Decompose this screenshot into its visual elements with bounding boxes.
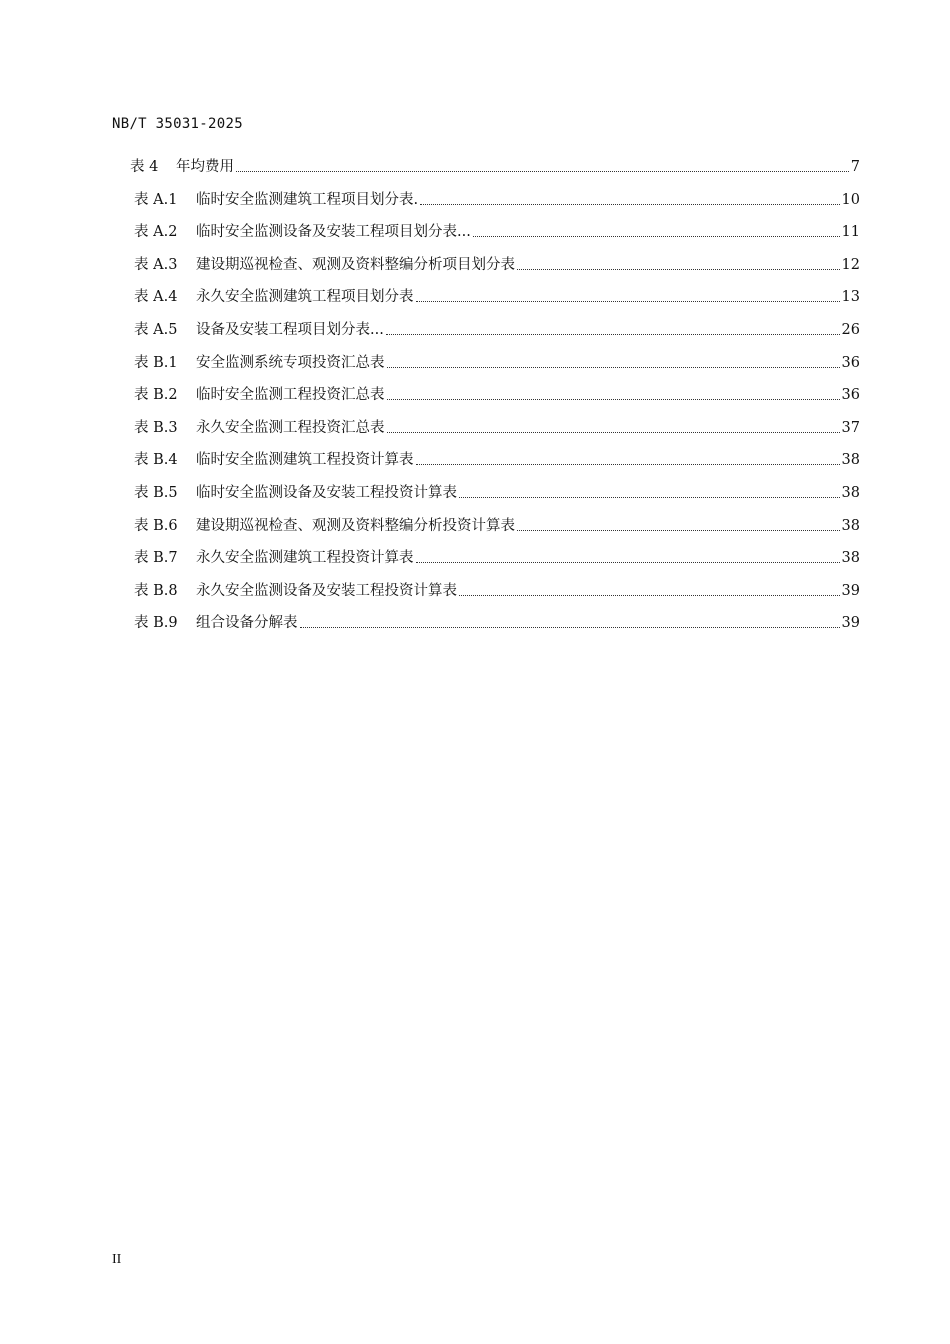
toc-dot-leader (300, 627, 840, 628)
toc-entry-label: 表 A.1 (134, 191, 178, 208)
toc-entry-title: 设备及安装工程项目划分表... (196, 322, 384, 338)
toc-entry-page: 38 (841, 550, 860, 567)
toc-entry-title: 安全监测系统专项投资汇总表 (196, 354, 385, 371)
toc-dot-leader (473, 236, 840, 237)
toc-entry-label: 表 B.8 (134, 582, 178, 599)
toc-entry-label: 表 B.3 (134, 419, 178, 436)
toc-entry[interactable] (134, 413, 860, 437)
toc-entry[interactable] (134, 478, 860, 502)
toc-entry-page: 11 (841, 224, 860, 241)
toc-entry-label: 表 B.1 (134, 354, 178, 371)
toc-entry-page: 38 (841, 452, 860, 469)
toc-entry-title: 年均费用 (176, 159, 234, 175)
toc-dot-leader (459, 595, 840, 596)
toc-entry[interactable] (134, 576, 860, 600)
toc-entry-label: 表 A.2 (134, 224, 178, 241)
toc-entry-title: 临时安全监测建筑工程项目划分表. (196, 191, 419, 208)
toc-entry[interactable] (134, 380, 860, 404)
toc-entry-page: 36 (841, 354, 860, 371)
page-number: II (112, 1252, 122, 1267)
toc-entry-page: 26 (841, 322, 860, 338)
toc-entry-page: 10 (841, 191, 860, 208)
toc-entry-title: 永久安全监测建筑工程项目划分表 (196, 289, 414, 306)
toc-entry-label: 表 A.3 (134, 256, 178, 273)
toc-entry-page: 37 (841, 419, 860, 436)
toc-entry-title: 临时安全监测工程投资汇总表 (196, 387, 385, 404)
toc-entry[interactable] (134, 315, 860, 339)
toc-entry[interactable] (134, 282, 860, 306)
toc-entry-title: 临时安全监测设备及安装工程项目划分表... (196, 224, 471, 241)
toc-entry[interactable] (134, 250, 860, 274)
toc-entry-label: 表 B.7 (134, 550, 178, 567)
toc-entry-title: 临时安全监测建筑工程投资计算表 (196, 452, 414, 469)
toc-entry-page: 38 (841, 485, 860, 501)
toc-dot-leader (517, 269, 840, 270)
toc-dot-leader (387, 367, 840, 368)
toc-entry-label: 表 B.4 (134, 452, 178, 469)
toc-entry-page: 39 (841, 615, 860, 632)
toc-dot-leader (387, 399, 840, 400)
toc-entry-title: 永久安全监测建筑工程投资计算表 (196, 550, 414, 567)
toc-entry-page: 7 (850, 159, 860, 175)
toc-dot-leader (416, 464, 840, 465)
toc-entry-page: 13 (841, 289, 860, 306)
toc-entry-page: 39 (841, 582, 860, 599)
toc-entry[interactable] (134, 348, 860, 372)
toc-entry[interactable] (134, 608, 860, 632)
toc-dot-leader (386, 334, 840, 335)
toc-entry[interactable] (134, 217, 860, 241)
document-code: NB/T 35031-2025 (112, 116, 243, 132)
toc-entry-page: 36 (841, 387, 860, 404)
toc-entry-label: 表 A.5 (134, 322, 178, 338)
toc-entry-title: 永久安全监测工程投资汇总表 (196, 419, 385, 436)
toc-entry[interactable] (134, 511, 860, 535)
toc-dot-leader (416, 301, 840, 302)
toc-dot-leader (459, 497, 840, 498)
toc-entry[interactable] (134, 543, 860, 567)
toc-entry-title: 组合设备分解表 (196, 615, 298, 632)
toc-entry-page: 12 (841, 256, 860, 273)
toc-entry-title: 永久安全监测设备及安装工程投资计算表 (196, 582, 457, 599)
toc-entry-label: 表 B.9 (134, 615, 178, 632)
toc-entry[interactable] (130, 152, 860, 176)
toc-entry[interactable] (134, 445, 860, 469)
toc-dot-leader (517, 530, 840, 531)
toc-entry-title: 临时安全监测设备及安装工程投资计算表 (196, 485, 457, 501)
toc-dot-leader (420, 204, 839, 205)
toc-dot-leader (236, 171, 849, 172)
toc-entry-title: 建设期巡视检查、观测及资料整编分析投资计算表 (196, 517, 515, 534)
toc-entry[interactable] (134, 185, 860, 209)
toc-entry-label: 表 B.5 (134, 485, 178, 501)
toc-entry-label: 表 A.4 (134, 289, 178, 306)
toc-entry-title: 建设期巡视检查、观测及资料整编分析项目划分表 (196, 256, 515, 273)
toc-dot-leader (387, 432, 840, 433)
toc-entry-page: 38 (841, 517, 860, 534)
toc-entry-label: 表 B.6 (134, 517, 178, 534)
toc-dot-leader (416, 562, 840, 563)
toc-entry-label: 表 4 (130, 159, 159, 175)
toc-entry-label: 表 B.2 (134, 387, 178, 404)
